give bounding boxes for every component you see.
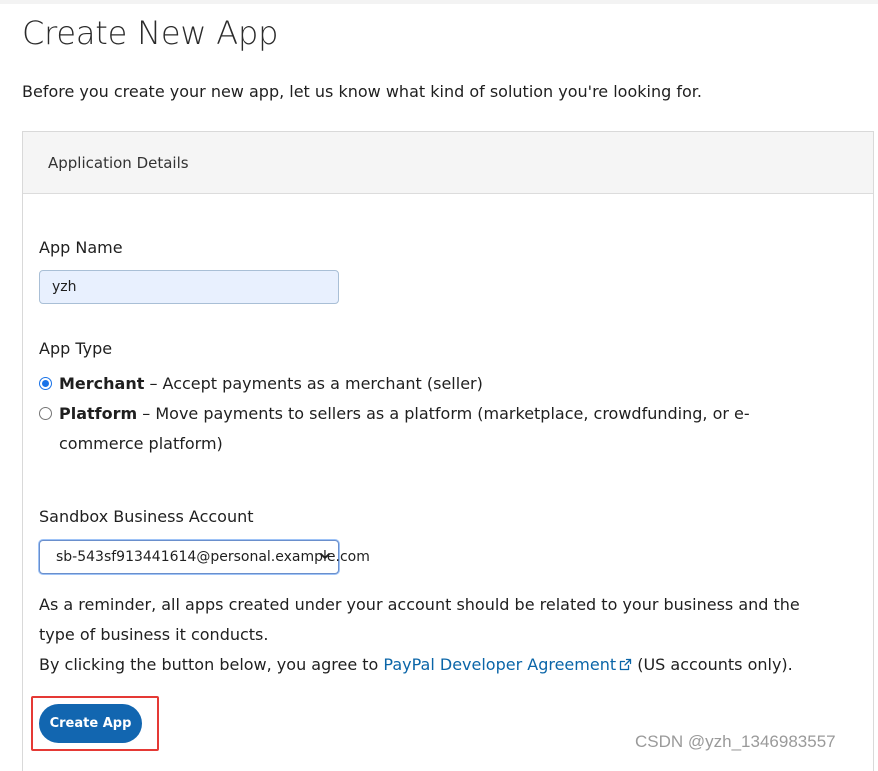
platform-option-description: – Move payments to sellers as a platform (marketplace, crowdfunding, or e-commerce platform) [59,404,750,453]
app-type-option-platform[interactable] [39,399,819,459]
sandbox-account-label: Sandbox Business Account [39,507,254,526]
app-name-label: App Name [39,238,123,257]
watermark: CSDN @yzh_1346983557 [635,732,836,751]
developer-agreement-link-label: PayPal Developer Agreement [383,655,617,674]
page-intro: Before you create your new app, let us know what kind of solution you're looking for. [22,82,702,101]
merchant-option-name: Merchant [59,374,145,393]
platform-option-name: Platform [59,404,138,423]
chevron-down-icon [320,549,330,563]
page-title: Create New App [22,14,279,52]
reminder-text: As a reminder, all apps created under your account should be related to your business and the type of business it conducts. [39,595,800,644]
sandbox-account-select[interactable] [39,540,370,574]
create-app-button[interactable]: Create App [39,704,142,743]
sandbox-account-selected-value: sb-543sf913441614@personal.example.com [56,549,370,565]
top-divider [0,0,878,4]
agreement-text [39,650,793,680]
card-header: Application Details [23,132,873,194]
merchant-radio[interactable] [39,377,52,390]
external-link-icon [619,658,632,671]
application-details-card [22,131,874,771]
agreement-prefix: By clicking the button below, you agree to [39,655,384,674]
merchant-option-description: – Accept payments as a merchant (seller) [144,374,483,393]
app-type-option-merchant[interactable] [39,369,483,399]
app-name-input[interactable] [39,270,339,304]
agreement-suffix: (US accounts only). [637,655,793,674]
app-type-label: App Type [39,339,113,358]
platform-radio[interactable] [39,407,52,420]
developer-agreement-link[interactable] [383,655,632,674]
